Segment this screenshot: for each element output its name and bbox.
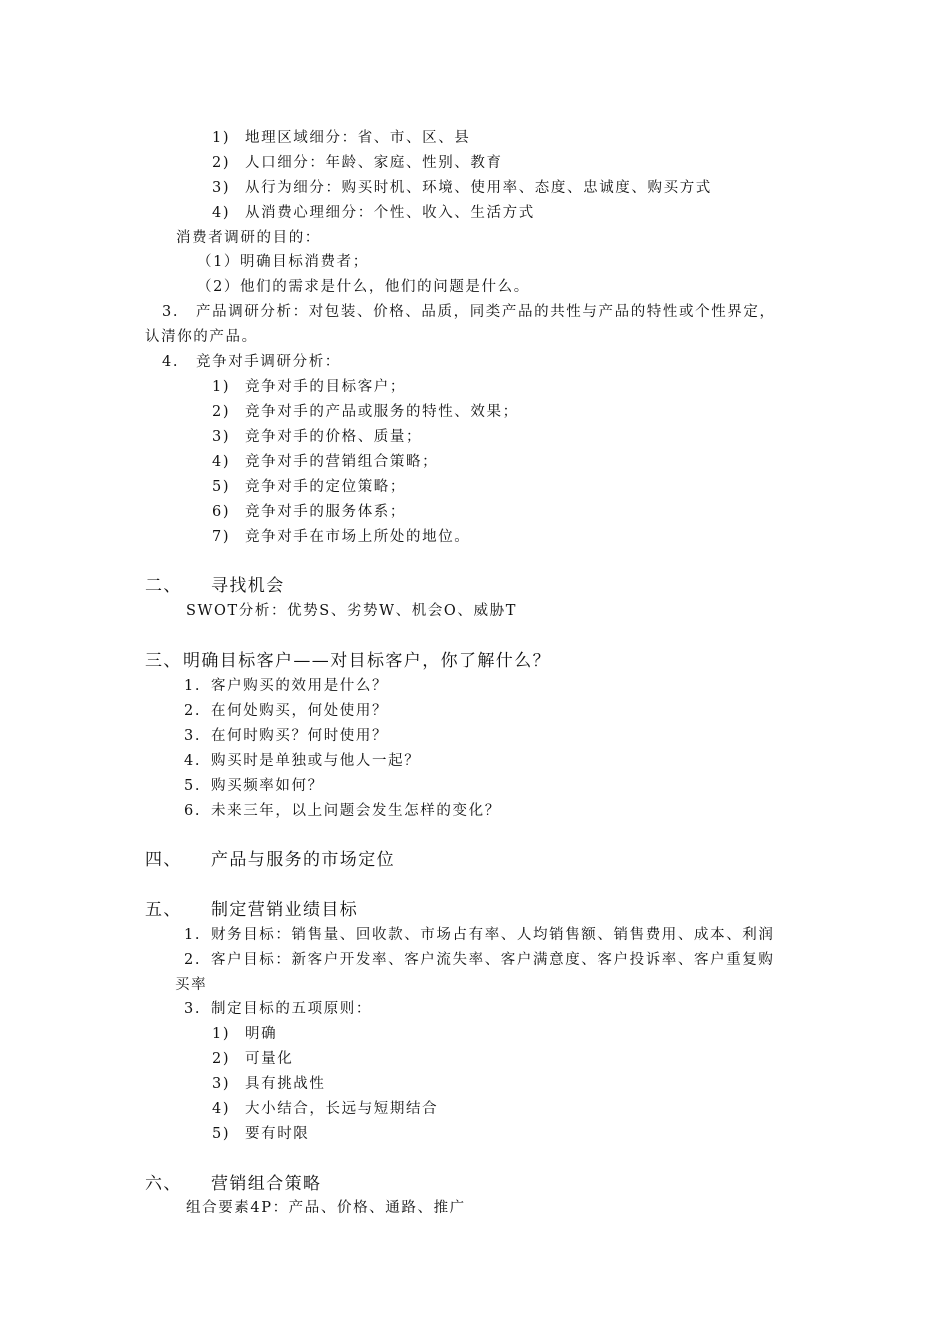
section-heading: 二、 寻找机会 <box>145 576 285 596</box>
section-heading: 三、明确目标客户——对目标客户，你了解什么？ <box>145 651 551 671</box>
competitor-item: 4) 竞争对手的营销组合策略； <box>212 454 439 470</box>
consumer-research-item: （1）明确目标消费者； <box>197 254 369 270</box>
principle-item: 2) 可量化 <box>212 1051 294 1067</box>
four-p-line: 组合要素4P：产品、价格、通路、推广 <box>186 1200 466 1216</box>
goal-item: 2. 客户目标：新客户开发率、客户流失率、客户满意度、客户投诉率、客户重复购 <box>184 952 775 968</box>
consumer-research-title: 消费者调研的目的： <box>176 230 321 246</box>
question-item: 3. 在何时购买？何时使用？ <box>184 728 389 744</box>
segmentation-item: 4) 从消费心理细分：个性、收入、生活方式 <box>212 205 535 221</box>
principle-item: 1) 明确 <box>212 1026 278 1042</box>
competitor-item: 1) 竞争对手的目标客户； <box>212 379 406 395</box>
principle-item: 3) 具有挑战性 <box>212 1076 326 1092</box>
section-heading: 四、 产品与服务的市场定位 <box>145 850 395 870</box>
segmentation-item: 2) 人口细分：年龄、家庭、性别、教育 <box>212 155 503 171</box>
section-heading: 六、 营销组合策略 <box>145 1174 322 1194</box>
competitor-research-title: 4. 竞争对手调研分析： <box>162 354 341 370</box>
product-research-continuation: 认清你的产品。 <box>145 329 258 345</box>
question-item: 4. 购买时是单独或与他人一起？ <box>184 753 421 769</box>
question-item: 5. 购买频率如何？ <box>184 778 324 794</box>
goal-item-continuation: 买率 <box>175 977 208 993</box>
question-item: 1. 客户购买的效用是什么？ <box>184 678 389 694</box>
consumer-research-item: （2）他们的需求是什么，他们的问题是什么。 <box>197 279 530 295</box>
competitor-item: 7) 竞争对手在市场上所处的地位。 <box>212 529 471 545</box>
section-heading: 五、 制定营销业绩目标 <box>145 900 359 920</box>
competitor-item: 3) 竞争对手的价格、质量； <box>212 429 423 445</box>
segmentation-item: 3) 从行为细分：购买时机、环境、使用率、态度、忠诚度、购买方式 <box>212 180 712 196</box>
competitor-item: 5) 竞争对手的定位策略； <box>212 479 406 495</box>
product-research-line: 3. 产品调研分析：对包装、价格、品质，同类产品的共性与产品的特性或个性界定， <box>162 304 776 320</box>
swot-line: SWOT分析：优势S、劣势W、机会O、威胁T <box>186 603 517 619</box>
question-item: 6. 未来三年，以上问题会发生怎样的变化？ <box>184 803 501 819</box>
goal-item: 3. 制定目标的五项原则： <box>184 1001 372 1017</box>
competitor-item: 2) 竞争对手的产品或服务的特性、效果； <box>212 404 519 420</box>
principle-item: 5) 要有时限 <box>212 1126 310 1142</box>
question-item: 2. 在何处购买，何处使用？ <box>184 703 389 719</box>
goal-item: 1. 财务目标：销售量、回收款、市场占有率、人均销售额、销售费用、成本、利润 <box>184 927 775 943</box>
segmentation-item: 1) 地理区域细分：省、市、区、县 <box>212 130 471 146</box>
principle-item: 4) 大小结合，长远与短期结合 <box>212 1101 439 1117</box>
competitor-item: 6) 竞争对手的服务体系； <box>212 504 406 520</box>
